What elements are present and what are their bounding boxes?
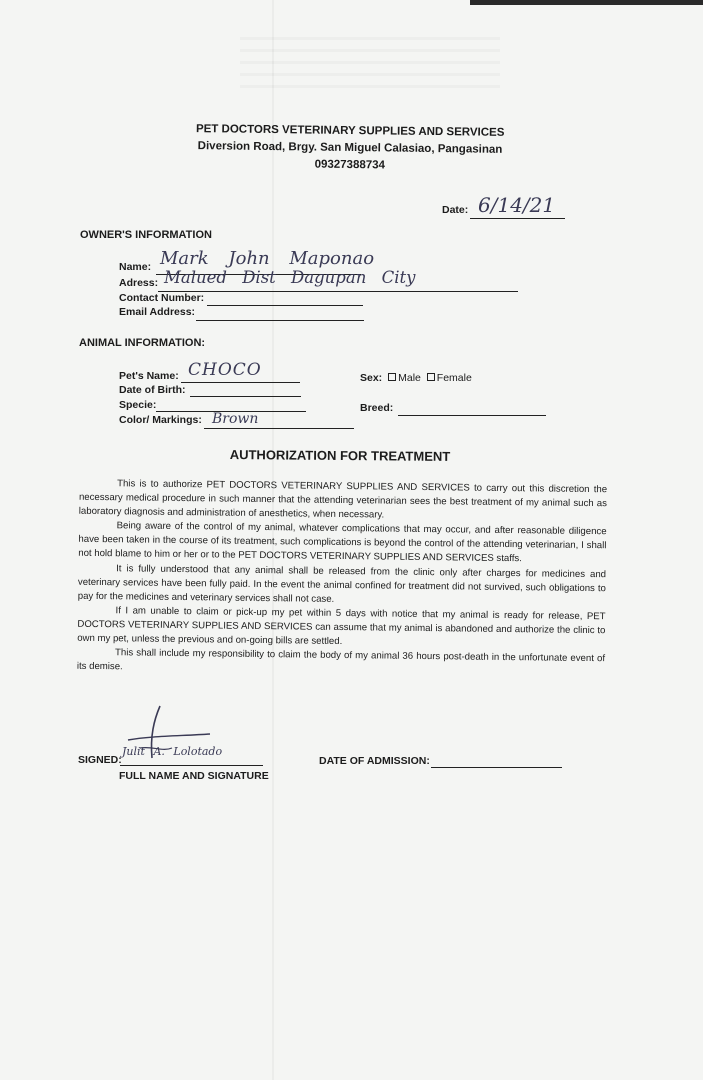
scan-edge bbox=[470, 0, 703, 5]
business-phone: 09327388734 bbox=[314, 158, 386, 172]
breed-label: Breed: bbox=[360, 402, 394, 414]
color-value[interactable]: Brown bbox=[212, 411, 259, 427]
signed-value[interactable]: Julit A. Lolotado bbox=[122, 745, 223, 758]
owner-contact-label: Contact Number: bbox=[119, 292, 205, 304]
sex-male-checkbox[interactable] bbox=[388, 373, 396, 381]
authorization-title: AUTHORIZATION FOR TREATMENT bbox=[229, 447, 451, 464]
owner-email-line[interactable] bbox=[196, 320, 364, 321]
pet-name-line bbox=[181, 382, 300, 383]
signed-line bbox=[120, 765, 263, 766]
signature-caption: FULL NAME AND SIGNATURE bbox=[119, 770, 269, 782]
color-label: Color/ Markings: bbox=[119, 414, 202, 426]
specie-label: Specie: bbox=[119, 399, 157, 411]
owner-address-line bbox=[158, 291, 518, 292]
dob-line[interactable] bbox=[190, 396, 301, 397]
sex-female-checkbox[interactable] bbox=[427, 373, 435, 381]
signed-label: SIGNED: bbox=[78, 754, 122, 766]
date-label: Date: bbox=[442, 204, 469, 216]
pet-name-label: Pet's Name: bbox=[119, 370, 179, 382]
admission-line[interactable] bbox=[431, 767, 562, 768]
authorization-body bbox=[77, 477, 607, 681]
sex-field bbox=[360, 372, 472, 384]
owner-section-title: OWNER'S INFORMATION bbox=[80, 229, 212, 241]
business-name: PET DOCTORS VETERINARY SUPPLIES AND SERVICES bbox=[195, 123, 505, 139]
business-address: Diversion Road, Brgy. San Miguel Calasiao, Pangasinan bbox=[197, 140, 503, 156]
sex-male-label: Male bbox=[398, 372, 421, 384]
dob-label: Date of Birth: bbox=[119, 384, 186, 396]
owner-address-value[interactable]: Malued Dist Dagupan City bbox=[164, 268, 416, 287]
owner-name-value[interactable]: Mark John Maponao bbox=[160, 248, 375, 269]
sex-female-label: Female bbox=[436, 372, 472, 384]
authorization-paragraph: This shall include my responsibility to claim the body of my animal 36 hours post-death in the unfortunate event of its demise. bbox=[76, 647, 606, 673]
breed-line[interactable] bbox=[398, 415, 546, 416]
owner-email-label: Email Address: bbox=[119, 306, 196, 318]
authorization-paragraph: It is fully understood that any animal shall be released from the clinic only after charges for medicines and veterinary services have been fully paid. In the event the animal confined for treatment did not survived, such obligations to pay for the medicines and veterinary services shall not case. bbox=[77, 562, 607, 605]
owner-address-label: Adress: bbox=[119, 277, 159, 289]
bleed-through bbox=[240, 28, 500, 88]
authorization-paragraph: If I am unable to claim or pick-up my pet within 5 days with notice that my animal is ready for release, PET DOCTORS VETERINARY SUPPLIES AND SERVICES can assume that my animal is abandoned and authorize the clinic to own my pet, unless the previous and on-going bills are settled. bbox=[77, 605, 606, 648]
owner-name-label: Name: bbox=[119, 261, 152, 273]
color-line bbox=[204, 428, 354, 429]
admission-label: DATE OF ADMISSION: bbox=[319, 755, 430, 767]
authorization-paragraph: Being aware of the control of my animal, whatever complications that may occur, and after reasonable diligence have been taken in the course of its treatment, such complications is beyond the control of the attending veterinarian, I shall not hold blame to him or her or to the PET DOCTORS VETERINARY SUPPLIES AND SERVICES staffs. bbox=[78, 520, 607, 565]
pet-name-value[interactable]: CHOCO bbox=[188, 360, 262, 380]
date-line bbox=[470, 218, 565, 219]
sex-label: Sex: bbox=[360, 372, 383, 384]
date-value[interactable]: 6/14/21 bbox=[478, 193, 556, 217]
letterhead bbox=[150, 121, 551, 177]
animal-section-title: ANIMAL INFORMATION: bbox=[79, 337, 206, 349]
authorization-paragraph: This is to authorize PET DOCTORS VETERINARY SUPPLIES AND SERVICES to carry out this discretion the necessary medical procedure in such manner that the attending veterinarian sees the best treatment of my animal such as laboratory diagnosis and administration of anesthetics, when necessary. bbox=[78, 478, 608, 521]
owner-contact-line[interactable] bbox=[207, 305, 363, 306]
